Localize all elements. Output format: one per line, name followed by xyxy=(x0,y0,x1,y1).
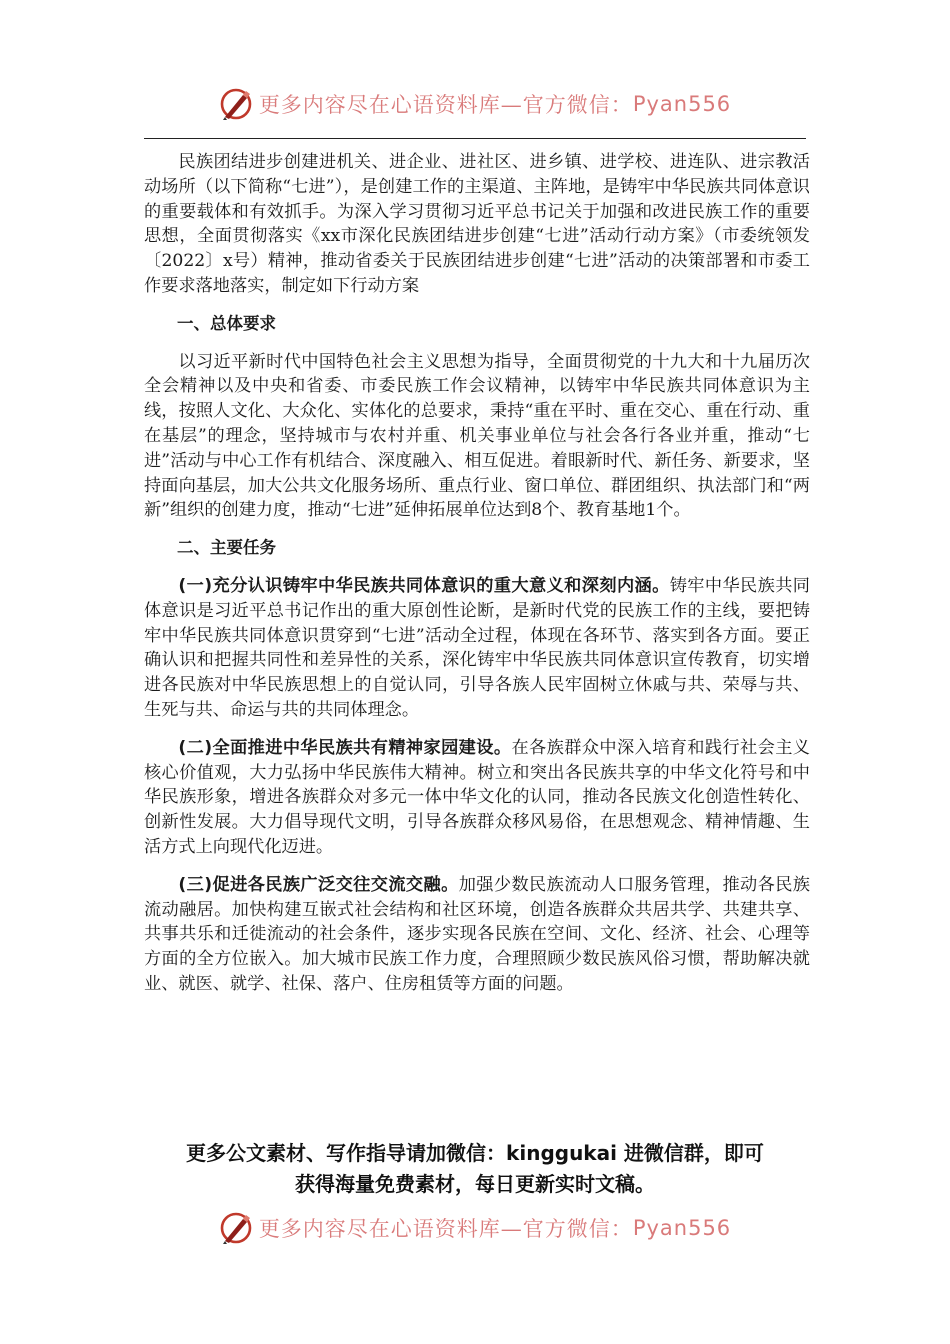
task3-lead: (三)促进各民族广泛交往交流交融。 xyxy=(178,874,459,895)
task3-text: 加强少数民族流动人口服务管理，推动各民族流动融居。加快构建互嵌式社会结构和社区环境，创造各族群众共居共学、共建共享、共事共乐和迁徙流动的社会条件，逐步实现各民族在空间、文化、经济、社会、心理等方面的全方位嵌入。加大城市民族工作力度，合理照顾少数民族风俗习惯，帮助解决就业、就医、就学、社保、落户、住房租赁等方面的问题。 xyxy=(144,874,810,994)
footer-wechat-id: Pyan556 xyxy=(632,1216,732,1240)
pen-logo-icon xyxy=(219,87,253,121)
header-banner xyxy=(0,84,950,124)
header-divider xyxy=(144,138,806,139)
document-body xyxy=(144,150,810,997)
footer-banner xyxy=(0,1208,950,1248)
task2-lead: (二)全面推进中华民族共有精神家园建设。 xyxy=(178,737,512,758)
header-site-text: 更多内容尽在心语资料库—官方微信： xyxy=(258,93,633,117)
promo-notice xyxy=(110,1138,840,1200)
promo-line-1: 更多公文素材、写作指导请加微信：kinggukai 进微信群，即可 xyxy=(186,1141,764,1165)
intro-paragraph: 民族团结进步创建进机关、进企业、进社区、进乡镇、进学校、进连队、进宗教活动场所（以下简称“七进”），是创建工作的主渠道、主阵地，是铸牢中华民族共同体意识的重要载体和有效抓手。为深入学习贯彻习近平总书记关于加强和改进民族工作的重要思想，全面贯彻落实《xx市深化民族团结进步创建“七进”活动行动方案》（市委统领发〔2022〕x号）精神，推动省委关于民族团结进步创建“七进”活动的决策部署和市委工作要求落地落实，制定如下行动方案 xyxy=(144,152,810,296)
section2-heading: 二、主要任务 xyxy=(177,538,276,558)
footer-site-text: 更多内容尽在心语资料库—官方微信： xyxy=(258,1217,633,1241)
task1-paragraph xyxy=(144,574,810,723)
pen-logo-icon xyxy=(219,1211,253,1245)
header-wechat-id: Pyan556 xyxy=(632,92,732,116)
task2-text: 在各族群众中深入培育和践行社会主义核心价值观，大力弘扬中华民族伟大精神。树立和突出各民族共享的中华文化符号和中华民族形象，增进各族群众对多元一体中华文化的认同，推动各民族文化创造性转化、创新性发展。大力倡导现代文明，引导各族群众移风易俗，在思想观念、精神情趣、生活方式上向现代化迈进。 xyxy=(144,737,810,857)
promo-line-2: 获得海量免费素材，每日更新实时文稿。 xyxy=(295,1172,655,1196)
section1-paragraph: 以习近平新时代中国特色社会主义思想为指导，全面贯彻党的十九大和十九届历次全会精神以及中央和省委、市委民族工作会议精神，以铸牢中华民族共同体意识为主线，按照人文化、大众化、实体化的总要求，秉持“重在平时、重在交心、重在行动、重在基层”的理念，坚持城市与农村并重、机关事业单位与社会各行各业并重，推动“七进”活动与中心工作有机结合、深度融入、相互促进。着眼新时代、新任务、新要求，坚持面向基层，加大公共文化服务场所、重点行业、窗口单位、群团组织、执法部门和“两新”组织的创建力度，推动“七进”延伸拓展单位达到8个、教育基地1个。 xyxy=(144,351,810,521)
task1-lead: (一)充分认识铸牢中华民族共同体意识的重大意义和深刻内涵。 xyxy=(178,575,670,596)
task1-text: 铸牢中华民族共同体意识是习近平总书记作出的重大原创性论断，是新时代党的民族工作的主线，要把铸牢中华民族共同体意识贯穿到“七进”活动全过程，体现在各环节、落实到各方面。要正确认识和把握共同性和差异性的关系，深化铸牢中华民族共同体意识宣传教育，切实增进各民族对中华民族思想上的自觉认同，引导各族人民牢固树立休戚与共、荣辱与共、生死与共、命运与共的共同体理念。 xyxy=(144,575,810,720)
task3-paragraph xyxy=(144,873,810,997)
task2-paragraph xyxy=(144,736,810,860)
section1-heading: 一、总体要求 xyxy=(177,313,276,333)
